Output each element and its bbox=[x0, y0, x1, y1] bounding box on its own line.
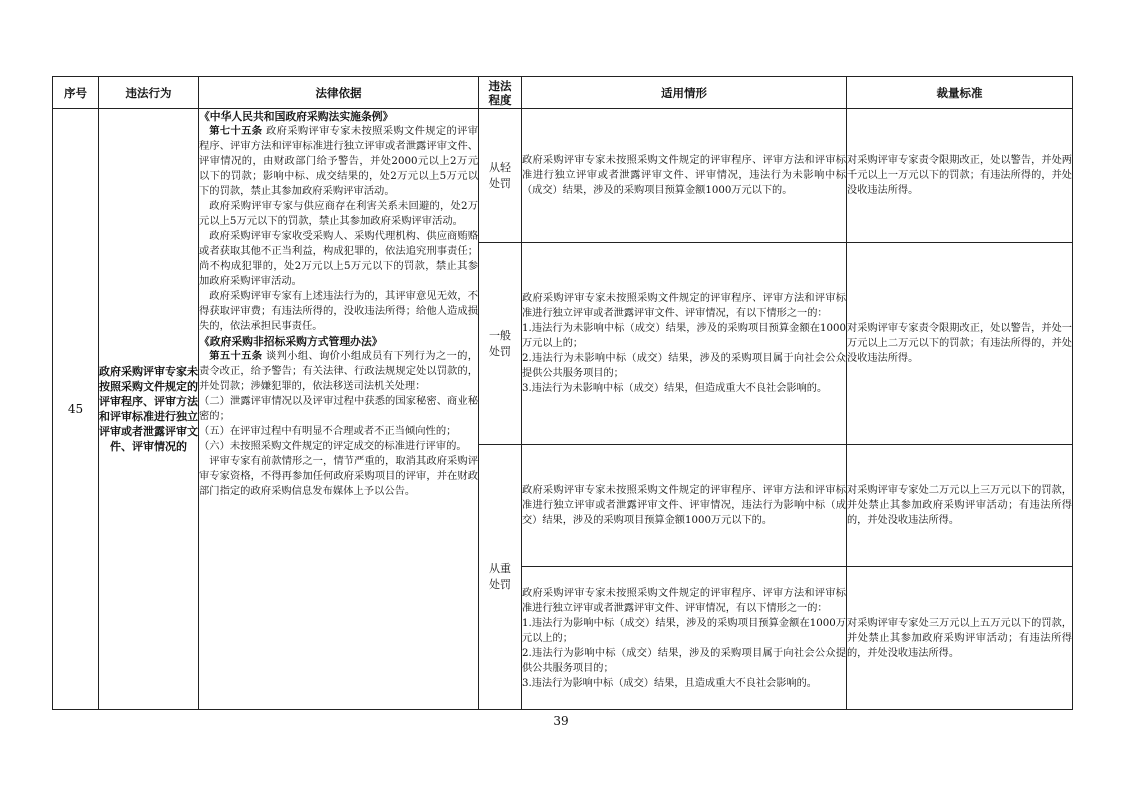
degree-general: 一般处罚 bbox=[479, 243, 522, 445]
table-row bbox=[53, 109, 1073, 243]
situation-general bbox=[522, 243, 847, 445]
article-75 bbox=[199, 124, 478, 199]
degree-heavy: 从重处罚 bbox=[479, 445, 522, 710]
header-row bbox=[53, 77, 1073, 109]
situation-heavy-2-item-3: 3.违法行为影响中标（成交）结果，且造成重大不良社会影响的。 bbox=[522, 677, 817, 689]
situation-heavy-1: 政府采购评审专家未按照采购文件规定的评审程序、评审方法和评审标准进行独立评审或者泄露评审文件、评审情况，违法行为影响中标（成交）结果，涉及的采购项目预算金额1000万元以下的。 bbox=[522, 445, 847, 567]
page-number: 39 bbox=[553, 714, 569, 728]
article-75-heading: 第七十五条 bbox=[209, 125, 263, 137]
header-degree: 违法程度 bbox=[479, 77, 522, 109]
row-behavior: 政府采购评审专家未按照采购文件规定的评审程序、评审方法和评审标准进行独立评审或者泄露评审文件、评审情况的 bbox=[99, 109, 199, 710]
standard-heavy-2: 对采购评审专家处三万元以上五万元以下的罚款，并处禁止其参加政府采购评审活动；有违法所得的，并处没收违法所得。 bbox=[847, 567, 1073, 710]
row-seq: 45 bbox=[53, 109, 99, 710]
degree-light: 从轻处罚 bbox=[479, 109, 522, 243]
legal-basis-cell bbox=[199, 109, 479, 710]
standard-general: 对采购评审专家责令限期改正，处以警告，并处一万元以上二万元以下的罚款；有违法所得的，并处没收违法所得。 bbox=[847, 243, 1073, 445]
header-situation: 适用情形 bbox=[522, 77, 847, 109]
standard-heavy-1: 对采购评审专家处二万元以上三万元以下的罚款，并处禁止其参加政府采购评审活动；有违法所得的，并处没收违法所得。 bbox=[847, 445, 1073, 567]
article-75-para-4: 政府采购评审专家有上述违法行为的，其评审意见无效，不得获取评审费；有违法所得的，没收违法所得；给他人造成损失的，依法承担民事责任。 bbox=[199, 290, 478, 332]
article-55 bbox=[199, 349, 478, 394]
article-55-item-2: （二）泄露评审情况以及评审过程中获悉的国家秘密、商业秘密的； bbox=[199, 395, 478, 422]
situation-general-intro: 政府采购评审专家未按照采购文件规定的评审程序、评审方法和评审标准进行独立评审或者泄露评审文件、评审情况，有以下情形之一的： bbox=[522, 293, 846, 319]
article-55-last-para: 评审专家有前款情形之一，情节严重的，取消其政府采购评审专家资格，不得再参加任何政府采购项目的评审，并在财政部门指定的政府采购信息发布媒体上予以公告。 bbox=[199, 455, 478, 497]
article-55-body: 谈判小组、询价小组成员有下列行为之一的，责令改正，给予警告；有关法律、行政法规规定处以罚款的，并处罚款；涉嫌犯罪的，依法移送司法机关处理： bbox=[199, 350, 479, 392]
penalty-table bbox=[52, 76, 1073, 710]
situation-general-item-1: 1.违法行为未影响中标（成交）结果，涉及的采购项目预算金额在1000万元以上的； bbox=[522, 323, 846, 349]
header-seq: 序号 bbox=[53, 77, 99, 109]
situation-light: 政府采购评审专家未按照采购文件规定的评审程序、评审方法和评审标准进行独立评审或者泄露评审文件、评审情况，违法行为未影响中标（成交）结果，涉及的采购项目预算金额1000万元以下的。 bbox=[522, 109, 847, 243]
situation-general-item-2: 2.违法行为未影响中标（成交）结果，涉及的采购项目属于向社会公众提供公共服务项目的； bbox=[522, 353, 846, 379]
article-75-para-2: 政府采购评审专家与供应商存在利害关系未回避的，处2万元以上5万元以下的罚款，禁止其参加政府采购评审活动。 bbox=[199, 200, 478, 227]
situation-heavy-2-item-2: 2.违法行为影响中标（成交）结果，涉及的采购项目属于向社会公众提供公共服务项目的； bbox=[522, 647, 846, 674]
law-title-regulation: 《中华人民共和国政府采购法实施条例》 bbox=[199, 110, 394, 123]
article-75-para-3: 政府采购评审专家收受采购人、采购代理机构、供应商贿赂或者获取其他不正当利益，构成犯罪的，依法追究刑事责任；尚不构成犯罪的，处2万元以上5万元以下的罚款，禁止其参加政府采购评审活动。 bbox=[199, 230, 478, 287]
article-55-item-5: （五）在评审过程中有明显不合理或者不正当倾向性的； bbox=[199, 425, 457, 437]
law-title-measures: 《政府采购非招标采购方式管理办法》 bbox=[199, 335, 383, 348]
situation-general-item-3: 3.违法行为未影响中标（成交）结果，但造成重大不良社会影响的。 bbox=[522, 383, 828, 394]
situation-heavy-2 bbox=[522, 567, 847, 710]
situation-heavy-2-item-1: 1.违法行为影响中标（成交）结果，涉及的采购项目预算金额在1000万元以上的； bbox=[522, 617, 846, 644]
header-behavior: 违法行为 bbox=[99, 77, 199, 109]
situation-heavy-2-intro: 政府采购评审专家未按照采购文件规定的评审程序、评审方法和评审标准进行独立评审或者泄露评审文件、评审情况，有以下情形之一的： bbox=[522, 587, 846, 614]
header-law: 法律依据 bbox=[199, 77, 479, 109]
article-75-body: 政府采购评审专家未按照采购文件规定的评审程序、评审方法和评审标准进行独立评审或者泄露评审文件、评审情况的，由财政部门给予警告，并处2000元以上2万元以下的罚款；影响中标、成交结果的，处2万元以上5万元以下的罚款，禁止其参加政府采购评审活动。 bbox=[199, 125, 479, 197]
header-standard: 裁量标准 bbox=[847, 77, 1073, 109]
article-55-heading: 第五十五条 bbox=[209, 350, 263, 362]
article-55-item-6: （六）未按照采购文件规定的评定成交的标准进行评审的。 bbox=[199, 440, 467, 452]
standard-light: 对采购评审专家责令限期改正，处以警告，并处两千元以上一万元以下的罚款；有违法所得的，并处没收违法所得。 bbox=[847, 109, 1073, 243]
